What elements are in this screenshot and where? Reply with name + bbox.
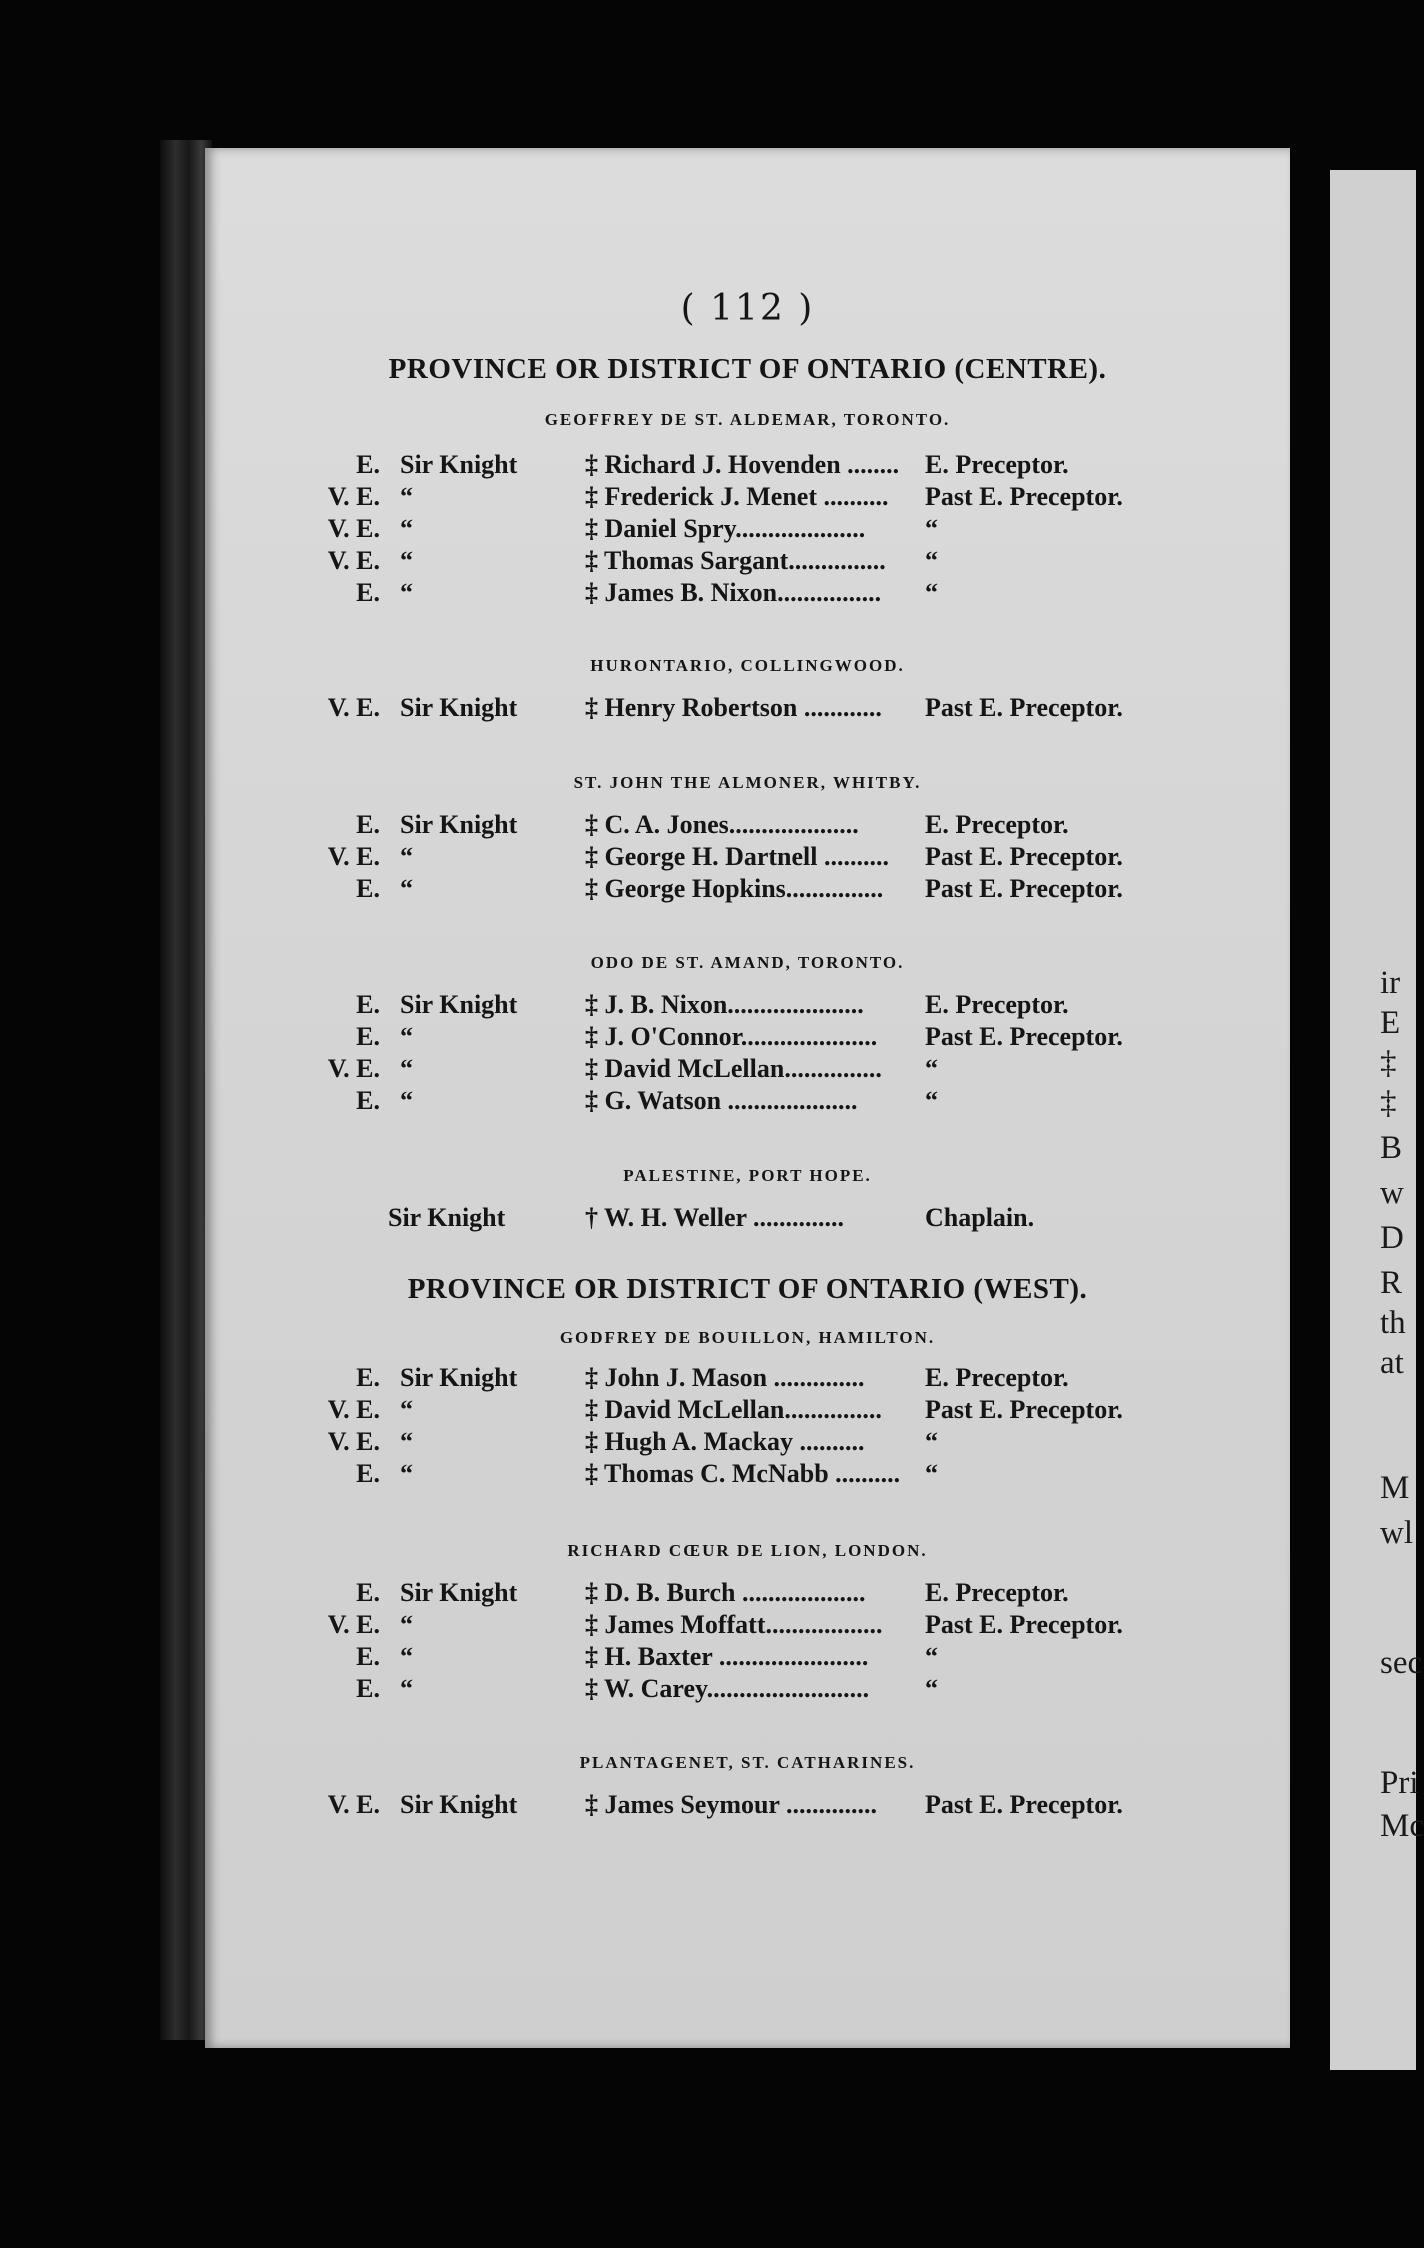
member-rank: V. E. [327, 1395, 380, 1424]
member-rank: E. [356, 450, 380, 479]
member-title: “ [400, 1642, 413, 1671]
lodge-heading: RICHARD CŒUR DE LION, LONDON. [567, 1541, 928, 1560]
member-title: “ [400, 1427, 413, 1456]
member-row [205, 546, 1290, 582]
facing-page-fragment: sec [1380, 1645, 1423, 1681]
member-office: “ [925, 1086, 938, 1115]
member-name: ‡ David McLellan............... [585, 1054, 882, 1083]
member-rank: E. [356, 874, 380, 903]
member-rank: E. [356, 578, 380, 607]
member-office: Past E. Preceptor. [925, 874, 1123, 903]
member-name: ‡ Frederick J. Menet .......... [585, 482, 889, 511]
member-title: “ [400, 546, 413, 575]
member-row [205, 514, 1290, 550]
member-rank: V. E. [327, 1610, 380, 1639]
member-title: “ [400, 578, 413, 607]
member-rank: V. E. [327, 842, 380, 871]
member-rank: E. [356, 810, 380, 839]
member-title: Sir Knight [400, 810, 518, 839]
member-name: ‡ George H. Dartnell .......... [585, 842, 889, 871]
member-name: ‡ James Seymour .............. [585, 1790, 878, 1819]
facing-page-fragment: Mc [1380, 1808, 1424, 1844]
member-title: “ [400, 1610, 413, 1639]
member-row [205, 1363, 1290, 1399]
member-rank: E. [356, 1363, 380, 1392]
member-name: ‡ D. B. Burch ................... [585, 1578, 866, 1607]
province-heading: PROVINCE OR DISTRICT OF ONTARIO (CENTRE). [388, 353, 1107, 385]
member-name: ‡ David McLellan............... [585, 1395, 882, 1424]
member-name: ‡ Daniel Spry.................... [585, 514, 866, 543]
member-title: Sir Knight [388, 1203, 506, 1232]
member-office: Past E. Preceptor. [925, 1790, 1123, 1819]
member-title: “ [400, 1459, 413, 1488]
member-row [205, 1395, 1290, 1431]
member-name: † W. H. Weller .............. [585, 1203, 845, 1232]
member-title: “ [400, 874, 413, 903]
lodge-heading: PALESTINE, PORT HOPE. [623, 1166, 872, 1185]
member-office: E. Preceptor. [925, 1578, 1069, 1607]
member-rank: E. [356, 1642, 380, 1671]
member-title: “ [400, 1395, 413, 1424]
member-row [205, 482, 1290, 518]
member-office: E. Preceptor. [925, 810, 1069, 839]
member-office: E. Preceptor. [925, 450, 1069, 479]
member-row [205, 693, 1290, 729]
member-name: ‡ Thomas C. McNabb .......... [585, 1459, 901, 1488]
member-row [205, 874, 1290, 910]
member-name: ‡ Henry Robertson ............ [585, 693, 882, 722]
member-row [205, 1578, 1290, 1614]
member-row [205, 1610, 1290, 1646]
member-rank: V. E. [327, 514, 380, 543]
member-row [205, 450, 1290, 486]
facing-page-fragment: Pri [1380, 1765, 1419, 1801]
member-rank: E. [356, 1459, 380, 1488]
member-office: Past E. Preceptor. [925, 693, 1123, 722]
member-name: ‡ Richard J. Hovenden ........ [585, 450, 900, 479]
member-office: “ [925, 1642, 938, 1671]
facing-page-fragment: R [1380, 1265, 1403, 1301]
member-row [205, 1459, 1290, 1495]
lodge-heading: ODO DE ST. AMAND, TORONTO. [590, 953, 905, 972]
lodge-heading: PLANTAGENET, ST. CATHARINES. [579, 1753, 916, 1772]
member-office: Past E. Preceptor. [925, 1395, 1123, 1424]
member-office: “ [925, 1054, 938, 1083]
member-name: ‡ George Hopkins............... [585, 874, 884, 903]
member-rank: E. [356, 1674, 380, 1703]
member-name: ‡ John J. Mason .............. [585, 1363, 865, 1392]
member-office: Chaplain. [925, 1203, 1035, 1232]
member-row [205, 990, 1290, 1026]
member-name: ‡ Thomas Sargant............... [585, 546, 886, 575]
member-title: Sir Knight [400, 1363, 518, 1392]
member-office: “ [925, 1459, 938, 1488]
member-title: “ [400, 1022, 413, 1051]
member-rank: V. E. [327, 1790, 380, 1819]
member-title: “ [400, 1086, 413, 1115]
member-name: ‡ H. Baxter ....................... [585, 1642, 869, 1671]
member-rank: E. [356, 1022, 380, 1051]
facing-page-fragment: E [1380, 1005, 1401, 1041]
member-row [205, 842, 1290, 878]
member-title: “ [400, 514, 413, 543]
facing-page-fragment: ir [1380, 965, 1401, 1001]
member-office: Past E. Preceptor. [925, 1610, 1123, 1639]
member-name: ‡ J. B. Nixon..................... [585, 990, 864, 1019]
facing-page-fragment: ‡ [1380, 1045, 1397, 1081]
member-office: Past E. Preceptor. [925, 1022, 1123, 1051]
member-rank: E. [356, 1578, 380, 1607]
member-office: Past E. Preceptor. [925, 482, 1123, 511]
member-name: ‡ C. A. Jones.................... [585, 810, 859, 839]
member-title: “ [400, 842, 413, 871]
member-office: “ [925, 578, 938, 607]
member-office: E. Preceptor. [925, 990, 1069, 1019]
member-row [205, 1022, 1290, 1058]
member-rank: V. E. [327, 482, 380, 511]
member-office: “ [925, 546, 938, 575]
member-row [205, 578, 1290, 614]
member-title: Sir Knight [400, 693, 518, 722]
member-rank: V. E. [327, 693, 380, 722]
member-row [205, 1790, 1290, 1826]
facing-page-fragment: wl [1380, 1515, 1413, 1551]
member-office: “ [925, 1427, 938, 1456]
member-office: Past E. Preceptor. [925, 842, 1123, 871]
member-name: ‡ James Moffatt.................. [585, 1610, 883, 1639]
member-title: “ [400, 482, 413, 511]
member-title: Sir Knight [400, 990, 518, 1019]
member-name: ‡ G. Watson .................... [585, 1086, 858, 1115]
lodge-heading: HURONTARIO, COLLINGWOOD. [590, 656, 905, 675]
member-rank: V. E. [327, 1054, 380, 1083]
member-name: ‡ James B. Nixon................ [585, 578, 882, 607]
member-title: Sir Knight [400, 1578, 518, 1607]
facing-page-fragment: th [1380, 1305, 1406, 1341]
member-name: ‡ W. Carey......................... [585, 1674, 870, 1703]
facing-page-fragment: ‡ [1380, 1085, 1397, 1121]
facing-page-fragment: w [1380, 1175, 1404, 1211]
facing-page-fragment: D [1380, 1220, 1404, 1256]
member-rank: V. E. [327, 1427, 380, 1456]
member-title: “ [400, 1054, 413, 1083]
member-row [205, 1054, 1290, 1090]
member-row [205, 1203, 1290, 1239]
member-row [205, 1674, 1290, 1710]
member-rank: E. [356, 1086, 380, 1115]
document-page [205, 148, 1290, 2048]
member-office: “ [925, 1674, 938, 1703]
facing-page-fragment: B [1380, 1130, 1403, 1166]
member-row [205, 1086, 1290, 1122]
member-row [205, 810, 1290, 846]
page-number: ( 112 ) [680, 288, 815, 329]
member-title: Sir Knight [400, 1790, 518, 1819]
member-name: ‡ J. O'Connor..................... [585, 1022, 878, 1051]
member-row [205, 1427, 1290, 1463]
member-title: Sir Knight [400, 450, 518, 479]
province-heading: PROVINCE OR DISTRICT OF ONTARIO (WEST). [407, 1273, 1088, 1305]
member-rank: E. [356, 990, 380, 1019]
member-rank: V. E. [327, 546, 380, 575]
facing-page-fragment: at [1380, 1345, 1404, 1381]
lodge-heading: ST. JOHN THE ALMONER, WHITBY. [573, 773, 922, 792]
member-name: ‡ Hugh A. Mackay .......... [585, 1427, 865, 1456]
member-office: E. Preceptor. [925, 1363, 1069, 1392]
lodge-heading: GEOFFREY DE ST. ALDEMAR, TORONTO. [544, 410, 951, 429]
lodge-heading: GODFREY DE BOUILLON, HAMILTON. [559, 1328, 936, 1347]
member-office: “ [925, 514, 938, 543]
member-row [205, 1642, 1290, 1678]
facing-page-fragment: M [1380, 1470, 1410, 1506]
member-title: “ [400, 1674, 413, 1703]
